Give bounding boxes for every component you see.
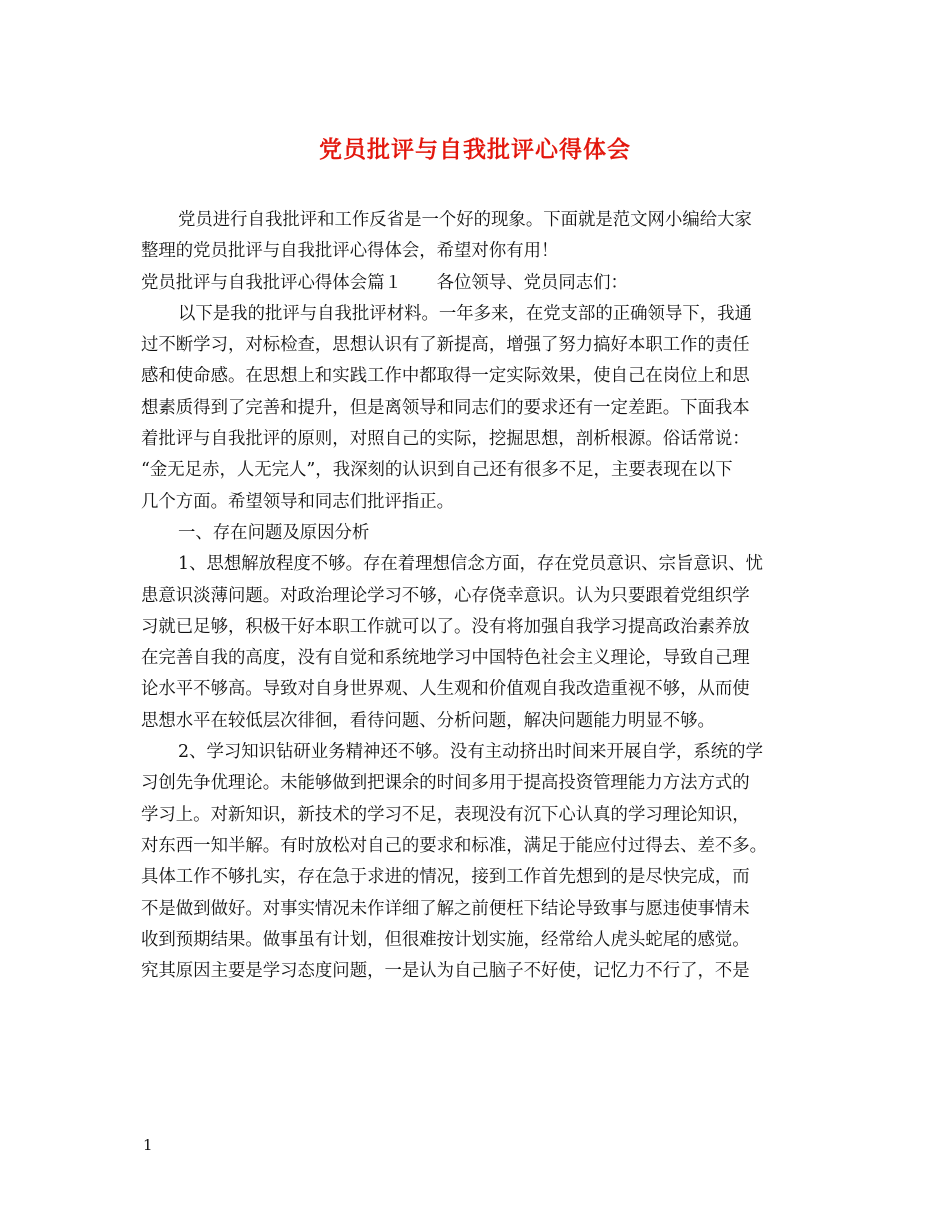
paragraph-line: 习就已足够，积极干好本职工作就可以了。没有将加强自我学习提高政治素养放 bbox=[141, 616, 750, 637]
document-body bbox=[141, 205, 831, 987]
paragraph-line: 整理的党员批评与自我批评心得体会，希望对你有用！ bbox=[141, 241, 559, 262]
paragraph-line: 感和使命感。在思想上和实践工作中都取得一定实际效果，使自己在岗位上和思 bbox=[141, 366, 750, 387]
paragraph-line: 2、学习知识钻研业务精神还不够。没有主动挤出时间来开展自学，系统的学 bbox=[178, 742, 763, 763]
paragraph-line: 党员批评与自我批评心得体会篇１ 各位领导、党员同志们： bbox=[141, 272, 628, 293]
paragraph-line: 对东西一知半解。有时放松对自己的要求和标准，满足于能应付过得去、差不多。 bbox=[141, 835, 768, 856]
paragraph-line: 党员进行自我批评和工作反省是一个好的现象。下面就是范文网小编给大家 bbox=[178, 210, 752, 230]
paragraph-line: 1、思想解放程度不够。存在着理想信念方面，存在党员意识、宗旨意识、忧 bbox=[178, 554, 763, 575]
paragraph-line: “金无足赤，人无完人”，我深刻的认识到自己还有很多不足，主要表现在以下 bbox=[141, 460, 733, 481]
paragraph-line: 在完善自我的高度，没有自觉和系统地学习中国特色社会主义理论，导致自己理 bbox=[141, 648, 750, 669]
paragraph-line: 习创先争优理论。未能够做到把课余的时间多用于提高投资管理能力方法方式的 bbox=[141, 773, 750, 794]
page-number: 1 bbox=[143, 1136, 153, 1154]
paragraph-line: 以下是我的批评与自我批评材料。一年多来，在党支部的正确领导下，我通 bbox=[178, 303, 752, 324]
paragraph-line: 过不断学习，对标检查，思想认识有了新提高，增强了努力搞好本职工作的责任 bbox=[141, 335, 750, 356]
paragraph-line: 想素质得到了完善和提升，但是离领导和同志们的要求还有一定差距。下面我本 bbox=[141, 397, 750, 418]
paragraph-line: 几个方面。希望领导和同志们批评指正。 bbox=[141, 491, 455, 512]
paragraph-line: 思想水平在较低层次徘徊，看待问题、分析问题，解决问题能力明显不够。 bbox=[141, 710, 715, 731]
paragraph-line: 论水平不够高。导致对自身世界观、人生观和价值观自我改造重视不够，从而使 bbox=[141, 679, 750, 700]
paragraph-line: 究其原因主要是学习态度问题，一是认为自己脑子不好使，记忆力不行了，不是 bbox=[141, 961, 750, 982]
paragraph-line: 患意识淡薄问题。对政治理论学习不够，心存侥幸意识。认为只要跟着党组织学 bbox=[141, 585, 750, 606]
paragraph-line: 着批评与自我批评的原则，对照自己的实际，挖掘思想，剖析根源。俗话常说： bbox=[141, 429, 750, 450]
paragraph-line: 收到预期结果。做事虽有计划，但很难按计划实施，经常给人虎头蛇尾的感觉。 bbox=[141, 929, 750, 950]
paragraph-line: 学习上。对新知识，新技术的学习不足，表现没有沉下心认真的学习理论知识， bbox=[141, 804, 750, 825]
document-title: 党员批评与自我批评心得体会 bbox=[319, 136, 631, 163]
paragraph-line: 具体工作不够扎实，存在急于求进的情况，接到工作首先想到的是尽快完成，而 bbox=[141, 867, 750, 888]
paragraph-line: 一、存在问题及原因分析 bbox=[178, 522, 370, 543]
paragraph-line: 不是做到做好。对事实情况未作详细了解之前便枉下结论导致事与愿违使事情未 bbox=[141, 898, 750, 919]
